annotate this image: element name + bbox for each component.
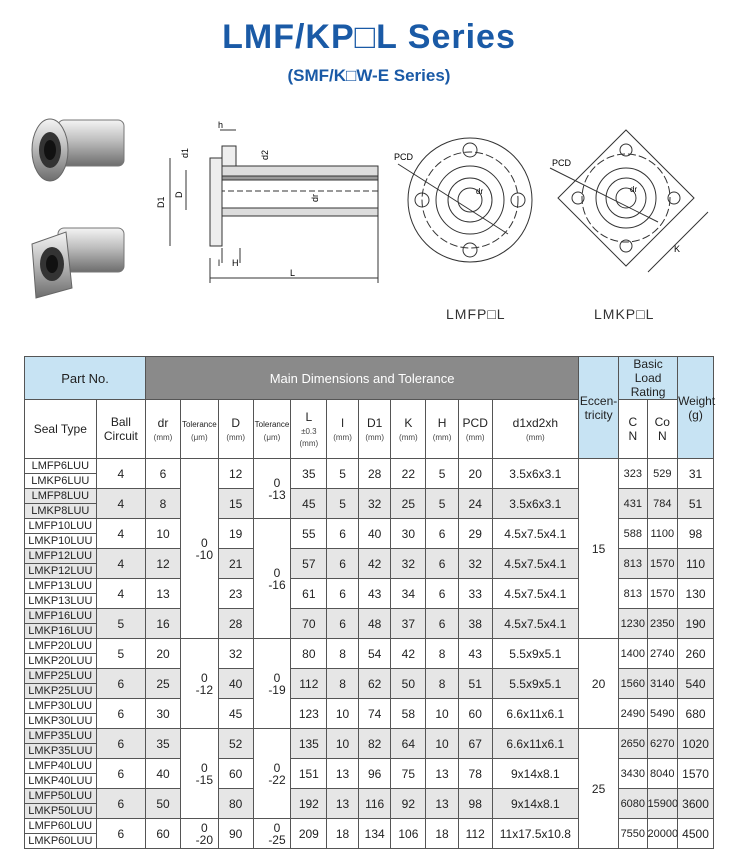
D-tolerance-header: Tolerance (μm) [253,400,291,459]
tolerance-lower: -15 [195,772,213,787]
dim-d2-label: d2 [260,149,270,160]
dr-header: dr (mm) [146,400,181,459]
weight-cell: 110 [678,549,714,579]
K-cell: 42 [391,639,426,669]
C-header: C N [619,400,647,459]
square-flange-bushing-photo [32,228,124,298]
weight-cell: 98 [678,519,714,549]
L-cell: 192 [291,789,327,819]
D-cell: 15 [218,489,253,519]
C-cell: 2650 [619,729,647,759]
l-cell: 13 [327,789,359,819]
round-pcd-label: PCD [394,152,414,162]
part-number-round: LMFP25LUU [25,669,97,684]
Co-cell: 529 [647,459,678,489]
tolerance-upper: 0 [200,670,208,685]
weight-label: Weight [678,393,716,408]
bolt-cell: 3.5x6x3.1 [492,459,579,489]
eccentricity-cell: 20 [579,639,619,729]
Co-cell: 2350 [647,609,678,639]
D-tolerance-cell [253,459,291,519]
dr-cell: 12 [146,549,181,579]
part-number-round: LMFP50LUU [25,789,97,804]
part-number-square: LMKP12LUU [25,564,97,579]
ball-circuit-cell: 4 [96,489,146,519]
l-cell: 18 [327,819,359,849]
ball-circuit-cell: 5 [96,609,146,639]
C-cell: 1400 [619,639,647,669]
D-tolerance-cell [253,519,291,639]
D1-cell: 96 [358,759,391,789]
L-cell: 135 [291,729,327,759]
D1-cell: 62 [358,669,391,699]
main-dimensions-header: Main Dimensions and Tolerance [146,357,579,400]
Co-cell: 1570 [647,549,678,579]
tolerance-lower: -20 [195,832,213,847]
C-cell: 1560 [619,669,647,699]
load-rating-header: Basic Load Rating [619,357,678,400]
square-dr-label: dr [630,185,638,194]
tolerance-lower: -13 [268,487,286,502]
l-cell: 6 [327,579,359,609]
D1-cell: 116 [358,789,391,819]
dim-H-label: H [232,258,239,268]
Co-cell: 5490 [647,699,678,729]
part-number-square: LMKP60LUU [25,834,97,849]
round-dr-label: dr [476,187,484,196]
ball-circuit-cell: 4 [96,579,146,609]
tolerance-lower: -10 [195,547,213,562]
L-cell: 45 [291,489,327,519]
ball-circuit-cell: 5 [96,639,146,669]
part-number-round: LMFP16LUU [25,609,97,624]
PCD-cell: 38 [458,609,492,639]
Co-cell: 1570 [647,579,678,609]
D-tolerance-cell [253,639,291,729]
weight-cell: 260 [678,639,714,669]
dr-cell: 60 [146,819,181,849]
K-header: K (mm) [391,400,426,459]
dr-cell: 30 [146,699,181,729]
weight-cell: 1020 [678,729,714,759]
part-number-round: LMFP40LUU [25,759,97,774]
seal-type-header: Seal Type [25,400,97,459]
Co-cell: 2740 [647,639,678,669]
dim-L-label: L [290,268,296,278]
dim-l-label: l [218,258,220,268]
weight-header [678,357,714,459]
tolerance-lower: -22 [268,772,286,787]
part-number-square: LMKP25LUU [25,684,97,699]
K-cell: 32 [391,549,426,579]
L-cell: 151 [291,759,327,789]
l-cell: 13 [327,759,359,789]
part-number-round: LMFP60LUU [25,819,97,834]
K-cell: 22 [391,459,426,489]
ball-circuit-cell: 4 [96,549,146,579]
PCD-cell: 24 [458,489,492,519]
C-cell: 2490 [619,699,647,729]
C-cell: 813 [619,549,647,579]
eccentricity-cell: 15 [579,459,619,639]
dr-cell: 10 [146,519,181,549]
Co-cell: 15900 [647,789,678,819]
dim-D-label: D [174,191,184,198]
part-number-round: LMFP10LUU [25,519,97,534]
tolerance-lower: -25 [268,832,286,847]
C-cell: 6080 [619,789,647,819]
part-number-round: LMFP13LUU [25,579,97,594]
tolerance-upper: 0 [200,820,208,835]
tolerance-upper: 0 [273,565,281,580]
bolt-cell: 3.5x6x3.1 [492,489,579,519]
tolerance-upper: 0 [200,535,208,550]
eccentricity-header: Eccen-tricity [579,357,619,459]
dim-dr-label: dr [310,193,320,202]
H-cell: 6 [426,519,459,549]
dr-tolerance-header: Tolerance (μm) [180,400,218,459]
l-cell: 8 [327,639,359,669]
weight-cell: 51 [678,489,714,519]
tolerance-lower: -16 [268,577,286,592]
D1-cell: 32 [358,489,391,519]
bolt-cell: 6.6x11x6.1 [492,729,579,759]
weight-unit: (g) [688,407,703,422]
l-cell: 10 [327,729,359,759]
C-cell: 3430 [619,759,647,789]
K-cell: 92 [391,789,426,819]
dr-tolerance-cell [180,639,218,729]
part-number-square: LMKP16LUU [25,624,97,639]
L-cell: 123 [291,699,327,729]
Co-cell: 3140 [647,669,678,699]
round-flange-front-view [388,124,538,294]
ball-circuit-cell: 6 [96,669,146,699]
D-cell: 80 [218,789,253,819]
D1-cell: 134 [358,819,391,849]
H-cell: 5 [426,489,459,519]
l-cell: 6 [327,549,359,579]
square-flange-front-view [548,122,718,292]
dr-cell: 25 [146,669,181,699]
K-cell: 25 [391,489,426,519]
table-row [25,459,714,474]
part-number-square: LMKP50LUU [25,804,97,819]
weight-cell: 190 [678,609,714,639]
L-cell: 80 [291,639,327,669]
ball-circuit-header: Ball Circuit [96,400,146,459]
K-cell: 50 [391,669,426,699]
ball-circuit-cell: 6 [96,729,146,759]
L-cell: 209 [291,819,327,849]
PCD-cell: 20 [458,459,492,489]
K-cell: 58 [391,699,426,729]
H-cell: 10 [426,699,459,729]
tolerance-lower: -12 [195,682,213,697]
PCD-cell: 43 [458,639,492,669]
dr-cell: 16 [146,609,181,639]
dr-cell: 40 [146,759,181,789]
weight-cell: 3600 [678,789,714,819]
H-cell: 10 [426,729,459,759]
round-flange-bushing-photo [32,119,124,181]
D-header: D (mm) [218,400,253,459]
H-cell: 6 [426,609,459,639]
dr-cell: 20 [146,639,181,669]
D1-cell: 43 [358,579,391,609]
bolt-cell: 9x14x8.1 [492,759,579,789]
weight-cell: 680 [678,699,714,729]
weight-cell: 31 [678,459,714,489]
bolt-cell: 11x17.5x10.8 [492,819,579,849]
D1-cell: 48 [358,609,391,639]
D-cell: 32 [218,639,253,669]
tolerance-upper: 0 [273,820,281,835]
D1-cell: 82 [358,729,391,759]
ball-circuit-cell: 6 [96,819,146,849]
H-cell: 13 [426,789,459,819]
L-cell: 112 [291,669,327,699]
l-header: l (mm) [327,400,359,459]
H-cell: 5 [426,459,459,489]
weight-cell: 1570 [678,759,714,789]
dim-h-label: h [218,120,224,130]
dr-cell: 6 [146,459,181,489]
Co-cell: 8040 [647,759,678,789]
D1-cell: 40 [358,519,391,549]
part-number-square: LMKP35LUU [25,744,97,759]
bolt-cell: 6.6x11x6.1 [492,699,579,729]
K-cell: 64 [391,729,426,759]
H-cell: 6 [426,549,459,579]
D-cell: 23 [218,579,253,609]
Co-cell: 6270 [647,729,678,759]
D-tolerance-cell [253,729,291,819]
Co-cell: 20000 [647,819,678,849]
ball-circuit-cell: 6 [96,699,146,729]
dr-tolerance-cell [180,459,218,639]
dr-cell: 35 [146,729,181,759]
PCD-header: PCD (mm) [458,400,492,459]
D-cell: 12 [218,459,253,489]
bolt-cell: 5.5x9x5.1 [492,669,579,699]
bolt-header: d1xd2xh (mm) [492,400,579,459]
ball-circuit-cell: 4 [96,519,146,549]
Co-header: Co N [647,400,678,459]
H-cell: 8 [426,639,459,669]
tolerance-upper: 0 [273,475,281,490]
K-cell: 30 [391,519,426,549]
bolt-cell: 4.5x7.5x4.1 [492,519,579,549]
H-header: H (mm) [426,400,459,459]
D-cell: 90 [218,819,253,849]
L-cell: 70 [291,609,327,639]
part-number-square: LMKP10LUU [25,534,97,549]
dr-cell: 13 [146,579,181,609]
spec-table [24,356,714,849]
part-number-round: LMFP12LUU [25,549,97,564]
l-cell: 6 [327,519,359,549]
D1-cell: 54 [358,639,391,669]
dim-D1-label: D1 [156,196,166,208]
weight-cell: 130 [678,579,714,609]
tolerance-upper: 0 [273,670,281,685]
part-number-round: LMFP20LUU [25,639,97,654]
PCD-cell: 32 [458,549,492,579]
D-cell: 52 [218,729,253,759]
eccentricity-cell: 25 [579,729,619,849]
weight-cell: 4500 [678,819,714,849]
K-cell: 34 [391,579,426,609]
table-row [25,639,714,654]
part-number-square: LMKP20LUU [25,654,97,669]
part-number-square: LMKP13LUU [25,594,97,609]
PCD-cell: 29 [458,519,492,549]
H-cell: 13 [426,759,459,789]
Co-cell: 784 [647,489,678,519]
D-cell: 45 [218,699,253,729]
L-cell: 57 [291,549,327,579]
square-K-label: K [674,244,681,254]
ball-circuit-cell: 6 [96,759,146,789]
H-cell: 18 [426,819,459,849]
bolt-cell: 5.5x9x5.1 [492,639,579,669]
K-cell: 75 [391,759,426,789]
K-cell: 37 [391,609,426,639]
tolerance-upper: 0 [273,760,281,775]
D1-cell: 28 [358,459,391,489]
part-number-square: LMKP30LUU [25,714,97,729]
L-header: L ±0.3 (mm) [291,400,327,459]
l-cell: 5 [327,459,359,489]
part-number-round: LMFP6LUU [25,459,97,474]
part-number-square: LMKP8LUU [25,504,97,519]
dr-cell: 8 [146,489,181,519]
bolt-cell: 4.5x7.5x4.1 [492,549,579,579]
C-cell: 588 [619,519,647,549]
K-cell: 106 [391,819,426,849]
L-cell: 35 [291,459,327,489]
bolt-cell: 4.5x7.5x4.1 [492,579,579,609]
page-subtitle: (SMF/K□W-E Series) [287,66,451,85]
PCD-cell: 51 [458,669,492,699]
l-cell: 10 [327,699,359,729]
H-cell: 8 [426,669,459,699]
part-no-header: Part No. [25,357,146,400]
H-cell: 6 [426,579,459,609]
dr-cell: 50 [146,789,181,819]
part-number-square: LMKP40LUU [25,774,97,789]
part-number-square: LMKP6LUU [25,474,97,489]
spec-table-body [25,459,714,849]
PCD-cell: 67 [458,729,492,759]
dr-tolerance-cell [180,819,218,849]
C-cell: 431 [619,489,647,519]
ball-circuit-cell: 6 [96,789,146,819]
square-pcd-label: PCD [552,158,572,168]
side-section-drawing [150,118,390,298]
PCD-cell: 60 [458,699,492,729]
bolt-cell: 9x14x8.1 [492,789,579,819]
weight-cell: 540 [678,669,714,699]
D-cell: 28 [218,609,253,639]
ball-circuit-cell: 4 [96,459,146,489]
C-cell: 7550 [619,819,647,849]
l-cell: 6 [327,609,359,639]
D1-cell: 74 [358,699,391,729]
part-number-round: LMFP35LUU [25,729,97,744]
C-cell: 1230 [619,609,647,639]
part-number-round: LMFP8LUU [25,489,97,504]
caption-round: LMFP□L [446,306,506,322]
D1-cell: 42 [358,549,391,579]
C-cell: 813 [619,579,647,609]
table-row [25,729,714,744]
dr-tolerance-cell [180,729,218,819]
bolt-cell: 4.5x7.5x4.1 [492,609,579,639]
D1-header: D1 (mm) [358,400,391,459]
D-cell: 40 [218,669,253,699]
PCD-cell: 78 [458,759,492,789]
tolerance-upper: 0 [200,760,208,775]
tolerance-lower: -19 [268,682,286,697]
product-photos [20,112,130,312]
D-cell: 21 [218,549,253,579]
PCD-cell: 112 [458,819,492,849]
PCD-cell: 33 [458,579,492,609]
PCD-cell: 98 [458,789,492,819]
part-number-round: LMFP30LUU [25,699,97,714]
dim-d1-label: d1 [180,147,190,158]
L-cell: 61 [291,579,327,609]
D-cell: 19 [218,519,253,549]
l-cell: 8 [327,669,359,699]
C-cell: 323 [619,459,647,489]
page-title: LMF/KP□L Series [222,18,516,56]
D-tolerance-cell [253,819,291,849]
Co-cell: 1100 [647,519,678,549]
L-cell: 55 [291,519,327,549]
l-cell: 5 [327,489,359,519]
D-cell: 60 [218,759,253,789]
caption-square: LMKP□L [594,306,655,322]
